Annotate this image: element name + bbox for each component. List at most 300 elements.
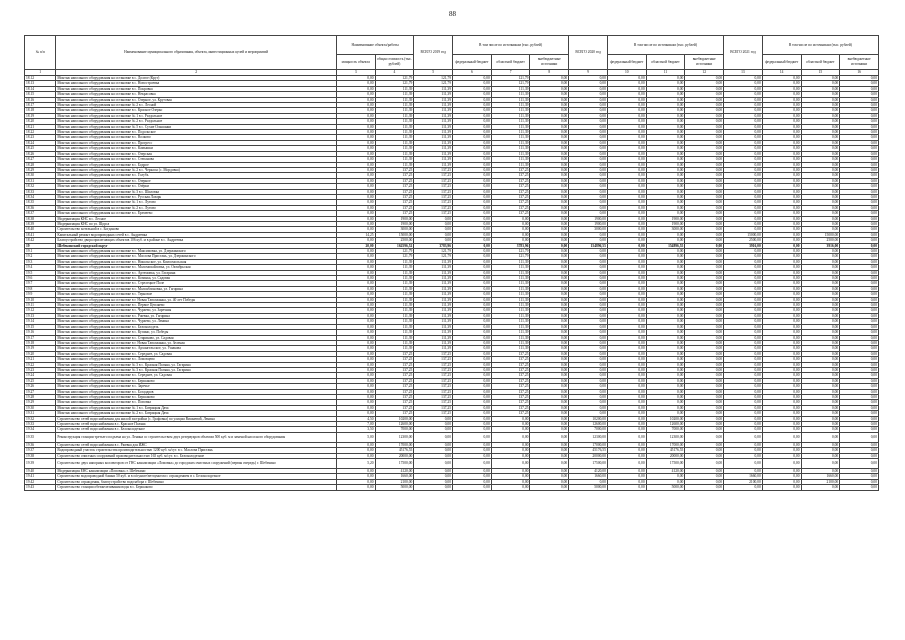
- row-number-cell: 18.13: [25, 81, 56, 86]
- value-cell: 0,00: [530, 227, 569, 232]
- value-cell: 137,25: [375, 367, 414, 372]
- value-cell: 0,00: [762, 303, 801, 308]
- value-cell: 0,00: [685, 479, 724, 484]
- value-cell: 0,00: [762, 238, 801, 243]
- row-name-cell: Монтаж напольного оборудования на остановке в с. Покровка: [56, 86, 336, 91]
- value-cell: 111,39: [491, 92, 530, 97]
- value-cell: 0,00: [762, 270, 801, 275]
- value-cell: 0,00: [453, 389, 492, 394]
- value-cell: 111,39: [491, 346, 530, 351]
- value-cell: 0,00: [762, 140, 801, 145]
- value-cell: 111,39: [375, 346, 414, 351]
- value-cell: 0,00: [569, 151, 608, 156]
- value-cell: 0,00: [453, 335, 492, 340]
- value-cell: 0,00: [453, 313, 492, 318]
- value-cell: 0,00: [491, 474, 530, 479]
- value-cell: 121,79: [375, 81, 414, 86]
- value-cell: 0,00: [530, 485, 569, 490]
- value-cell: 0,00: [336, 319, 375, 324]
- value-cell: 111,39: [414, 97, 453, 102]
- value-cell: 111,39: [414, 140, 453, 145]
- value-cell: 0,00: [685, 453, 724, 458]
- value-cell: 0,00: [607, 162, 646, 167]
- row-name-cell: Монтаж напольного оборудования на остановке в с. Максимовка, ул. Дзержинского: [56, 249, 336, 254]
- value-cell: 0,00: [607, 422, 646, 427]
- value-cell: 0,00: [801, 384, 840, 389]
- value-cell: 0,00: [840, 432, 879, 442]
- value-cell: 0,00: [453, 92, 492, 97]
- value-cell: 0,00: [453, 221, 492, 226]
- value-cell: 0,00: [840, 378, 879, 383]
- value-cell: 0,00: [685, 103, 724, 108]
- value-cell: 0,00: [685, 178, 724, 183]
- value-cell: 111,39: [375, 335, 414, 340]
- value-cell: 0,00: [336, 194, 375, 199]
- value-cell: 0,00: [801, 394, 840, 399]
- value-cell: 0,00: [491, 422, 530, 427]
- value-cell: 0,00: [453, 238, 492, 243]
- value-cell: 0,00: [724, 151, 763, 156]
- value-cell: 0,00: [840, 303, 879, 308]
- value-cell: 0,00: [569, 140, 608, 145]
- value-cell: 5000,00: [569, 485, 608, 490]
- value-cell: 0,00: [685, 367, 724, 372]
- value-cell: 0,00: [646, 119, 685, 124]
- value-cell: 0,00: [840, 286, 879, 291]
- header-offbudget: внебюджетные источники: [685, 55, 724, 70]
- value-cell: 0,00: [840, 313, 879, 318]
- row-number-cell: 19.13: [25, 313, 56, 318]
- value-cell: 0,00: [762, 173, 801, 178]
- value-cell: 111,39: [414, 335, 453, 340]
- value-cell: 0,00: [762, 286, 801, 291]
- value-cell: 0,00: [607, 319, 646, 324]
- value-cell: 0,00: [840, 157, 879, 162]
- value-cell: 0,00: [801, 459, 840, 469]
- value-cell: 0,00: [685, 184, 724, 189]
- value-cell: 0,00: [453, 254, 492, 259]
- row-name-cell: Строительство двух напорных коллекторов от ГНС канализации «Ломовка» до городских очистных сооружений (первая очередь) г. Шебекино: [56, 459, 336, 469]
- value-cell: 0,00: [840, 453, 879, 458]
- value-cell: 3000,00: [646, 227, 685, 232]
- value-cell: 1660,00: [801, 474, 840, 479]
- value-cell: 0,00: [530, 238, 569, 243]
- value-cell: 0,00: [840, 357, 879, 362]
- value-cell: 0,00: [840, 394, 879, 399]
- row-number-cell: 19.17: [25, 335, 56, 340]
- value-cell: 0,00: [530, 378, 569, 383]
- row-number-cell: 18.38: [25, 216, 56, 221]
- value-cell: 0,00: [336, 362, 375, 367]
- value-cell: 0,00: [840, 124, 879, 129]
- value-cell: 1660,00: [569, 474, 608, 479]
- value-cell: 15000,00: [724, 232, 763, 237]
- value-cell: 0,00: [724, 184, 763, 189]
- value-cell: 0,00: [801, 97, 840, 102]
- value-cell: 0,00: [724, 459, 763, 469]
- value-cell: 0,00: [840, 167, 879, 172]
- value-cell: 12300,00: [375, 432, 414, 442]
- value-cell: 0,00: [801, 286, 840, 291]
- header-total-2020: ВСЕГО 2020 год: [569, 36, 608, 70]
- value-cell: 0,00: [336, 330, 375, 335]
- value-cell: 0,00: [530, 411, 569, 416]
- header-regional: областной бюджет: [491, 55, 530, 70]
- value-cell: 0,00: [762, 243, 801, 248]
- value-cell: 0,00: [336, 76, 375, 81]
- value-cell: 0,00: [530, 103, 569, 108]
- value-cell: 0,00: [762, 76, 801, 81]
- value-cell: 0,00: [530, 459, 569, 469]
- value-cell: 0,00: [607, 76, 646, 81]
- value-cell: 0,00: [336, 119, 375, 124]
- column-number: 6: [453, 70, 492, 76]
- value-cell: 0,00: [530, 474, 569, 479]
- row-number-cell: 19.21: [25, 357, 56, 362]
- value-cell: 0,00: [530, 346, 569, 351]
- row-name-cell: Модернизация ЕНС канализации «Поповка» г. Шебекино: [56, 469, 336, 474]
- column-number: 10: [607, 70, 646, 76]
- value-cell: 0,00: [762, 194, 801, 199]
- value-cell: 0,00: [336, 162, 375, 167]
- value-cell: 0,00: [685, 427, 724, 432]
- value-cell: 7,00: [336, 422, 375, 427]
- value-cell: 0,00: [646, 205, 685, 210]
- value-cell: 111,39: [414, 319, 453, 324]
- value-cell: 111,39: [491, 124, 530, 129]
- value-cell: 0,00: [801, 308, 840, 313]
- value-cell: 0,00: [840, 411, 879, 416]
- row-name-cell: Модернизация КНС по ул. Щорса: [56, 221, 336, 226]
- value-cell: 0,00: [840, 351, 879, 356]
- value-cell: 111,39: [375, 286, 414, 291]
- value-cell: 0,00: [685, 474, 724, 479]
- value-cell: 0,00: [646, 265, 685, 270]
- value-cell: 0,00: [453, 249, 492, 254]
- column-number: 1: [25, 70, 56, 76]
- value-cell: 111,39: [375, 140, 414, 145]
- value-cell: 0,00: [840, 485, 879, 490]
- value-cell: 0,00: [336, 400, 375, 405]
- column-number: 11: [646, 70, 685, 76]
- value-cell: 137,25: [375, 211, 414, 216]
- value-cell: 0,00: [724, 405, 763, 410]
- value-cell: 0,00: [646, 249, 685, 254]
- value-cell: 0,00: [801, 485, 840, 490]
- value-cell: 0,00: [801, 211, 840, 216]
- row-number-cell: 18.41: [25, 232, 56, 237]
- value-cell: 17500,00: [646, 459, 685, 469]
- table-row: [25, 485, 879, 490]
- value-cell: 0,00: [336, 394, 375, 399]
- row-number-cell: 18.32: [25, 184, 56, 189]
- value-cell: 0,00: [685, 308, 724, 313]
- row-number-cell: 18.22: [25, 130, 56, 135]
- value-cell: 0,00: [762, 157, 801, 162]
- value-cell: 137,25: [491, 205, 530, 210]
- value-cell: 17000,00: [375, 442, 414, 447]
- value-cell: 111,39: [375, 119, 414, 124]
- value-cell: 0,00: [453, 135, 492, 140]
- value-cell: 111,39: [414, 157, 453, 162]
- value-cell: 0,00: [646, 405, 685, 410]
- value-cell: 0,00: [530, 281, 569, 286]
- value-cell: 0,00: [607, 330, 646, 335]
- value-cell: 0,00: [530, 249, 569, 254]
- value-cell: 111,39: [414, 130, 453, 135]
- row-number-cell: 18.29: [25, 167, 56, 172]
- row-name-cell: Строительство станции обезжелезивания воды в с. Бершаково: [56, 485, 336, 490]
- value-cell: 0,00: [801, 346, 840, 351]
- value-cell: 0,00: [453, 474, 492, 479]
- value-cell: 0,00: [685, 276, 724, 281]
- value-cell: 0,00: [685, 124, 724, 129]
- value-cell: 0,00: [607, 357, 646, 362]
- row-name-cell: Водопроводный участок строительства производительностью 1200 куб. м/сут. в с. Маслова Пристань: [56, 448, 336, 453]
- value-cell: 0,00: [491, 485, 530, 490]
- value-cell: 111,39: [491, 324, 530, 329]
- value-cell: 0,00: [569, 313, 608, 318]
- value-cell: 0,00: [336, 367, 375, 372]
- value-cell: 137,25: [414, 178, 453, 183]
- value-cell: 0,00: [569, 362, 608, 367]
- value-cell: 0,00: [607, 81, 646, 86]
- value-cell: 0,00: [724, 81, 763, 86]
- value-cell: 2500,00: [375, 238, 414, 243]
- value-cell: 111,39: [414, 330, 453, 335]
- value-cell: 111,39: [414, 259, 453, 264]
- value-cell: 0,00: [801, 367, 840, 372]
- value-cell: 137,25: [414, 394, 453, 399]
- value-cell: 0,00: [569, 113, 608, 118]
- value-cell: 0,00: [724, 108, 763, 113]
- row-name-cell: Монтаж напольного оборудования на остановке в с. Ржевка, ул. Гагарина: [56, 313, 336, 318]
- value-cell: 0,00: [607, 335, 646, 340]
- value-cell: 0,00: [530, 442, 569, 447]
- value-cell: 0,00: [414, 459, 453, 469]
- value-cell: 137,25: [414, 378, 453, 383]
- value-cell: 0,00: [453, 97, 492, 102]
- value-cell: 0,00: [762, 416, 801, 421]
- value-cell: 0,00: [801, 281, 840, 286]
- value-cell: 0,00: [336, 281, 375, 286]
- value-cell: 0,00: [762, 86, 801, 91]
- value-cell: 0,00: [336, 184, 375, 189]
- value-cell: 0,00: [762, 351, 801, 356]
- value-cell: 0,00: [607, 297, 646, 302]
- value-cell: 111,39: [375, 313, 414, 318]
- value-cell: 0,00: [801, 92, 840, 97]
- row-number-cell: 19.29: [25, 400, 56, 405]
- header-federal: федеральный бюджет: [607, 55, 646, 70]
- value-cell: 0,00: [801, 469, 840, 474]
- value-cell: 0,00: [840, 405, 879, 410]
- header-regional: областной бюджет: [801, 55, 840, 70]
- value-cell: 0,00: [336, 254, 375, 259]
- value-cell: 20,00: [336, 243, 375, 248]
- row-number-cell: 19.25: [25, 378, 56, 383]
- value-cell: 0,00: [569, 254, 608, 259]
- row-number-cell: 18.40: [25, 227, 56, 232]
- column-number: 16: [840, 70, 879, 76]
- value-cell: 0,00: [607, 238, 646, 243]
- value-cell: 111,39: [491, 297, 530, 302]
- value-cell: 0,00: [685, 485, 724, 490]
- value-cell: 0,00: [336, 313, 375, 318]
- value-cell: 0,00: [569, 178, 608, 183]
- value-cell: 0,00: [646, 108, 685, 113]
- value-cell: 0,00: [724, 389, 763, 394]
- value-cell: 0,00: [685, 319, 724, 324]
- value-cell: 111,39: [491, 281, 530, 286]
- value-cell: 0,00: [801, 448, 840, 453]
- value-cell: 7000,00: [646, 427, 685, 432]
- value-cell: 0,00: [453, 76, 492, 81]
- value-cell: 0,00: [453, 330, 492, 335]
- value-cell: 0,00: [646, 200, 685, 205]
- value-cell: 0,00: [685, 297, 724, 302]
- row-name-cell: Монтаж напольного оборудования на остановке в с. Степанова: [56, 157, 336, 162]
- value-cell: 111,39: [491, 313, 530, 318]
- value-cell: 0,00: [530, 373, 569, 378]
- value-cell: 0,00: [569, 308, 608, 313]
- value-cell: 0,00: [646, 259, 685, 264]
- row-name-cell: Монтаж напольного оборудования на остановке в с. Чураево, ул. Ленина: [56, 319, 336, 324]
- value-cell: 0,00: [762, 146, 801, 151]
- value-cell: 0,00: [646, 232, 685, 237]
- value-cell: 111,39: [491, 259, 530, 264]
- value-cell: 0,00: [724, 135, 763, 140]
- value-cell: 2500,00: [724, 238, 763, 243]
- value-cell: 0,00: [762, 330, 801, 335]
- value-cell: 0,00: [840, 216, 879, 221]
- value-cell: 0,00: [569, 346, 608, 351]
- value-cell: 0,00: [453, 319, 492, 324]
- value-cell: 0,00: [646, 135, 685, 140]
- value-cell: 137,25: [375, 200, 414, 205]
- row-number-cell: 18.17: [25, 103, 56, 108]
- value-cell: 111,39: [491, 330, 530, 335]
- value-cell: 111,39: [491, 103, 530, 108]
- value-cell: 0,00: [336, 81, 375, 86]
- value-cell: 0,00: [414, 442, 453, 447]
- row-name-cell: Монтаж напольного оборудования на остановке в с. Долгое (Круг): [56, 76, 336, 81]
- value-cell: 0,00: [569, 189, 608, 194]
- value-cell: 0,00: [453, 351, 492, 356]
- row-number-cell: 19.31: [25, 411, 56, 416]
- value-cell: 0,00: [569, 200, 608, 205]
- value-cell: 0,00: [530, 162, 569, 167]
- value-cell: 0,00: [569, 405, 608, 410]
- value-cell: 0,00: [801, 292, 840, 297]
- value-cell: 0,00: [685, 422, 724, 427]
- value-cell: 0,00: [336, 292, 375, 297]
- value-cell: 0,00: [685, 157, 724, 162]
- value-cell: 0,00: [685, 335, 724, 340]
- value-cell: 0,00: [724, 259, 763, 264]
- value-cell: 0,00: [491, 479, 530, 484]
- value-cell: 0,00: [801, 432, 840, 442]
- value-cell: 0,00: [607, 485, 646, 490]
- value-cell: 0,00: [840, 330, 879, 335]
- value-cell: 0,00: [840, 367, 879, 372]
- value-cell: 10200,00: [569, 416, 608, 421]
- value-cell: 0,00: [569, 108, 608, 113]
- value-cell: 0,00: [840, 151, 879, 156]
- value-cell: 0,00: [569, 167, 608, 172]
- value-cell: 0,00: [607, 416, 646, 421]
- value-cell: 0,00: [491, 216, 530, 221]
- value-cell: 111,39: [375, 324, 414, 329]
- value-cell: 12300,00: [646, 432, 685, 442]
- value-cell: 0,00: [724, 485, 763, 490]
- value-cell: 0,00: [762, 184, 801, 189]
- value-cell: 0,00: [569, 335, 608, 340]
- value-cell: 0,00: [453, 124, 492, 129]
- value-cell: 0,00: [801, 405, 840, 410]
- value-cell: 0,00: [685, 394, 724, 399]
- value-cell: 0,00: [801, 205, 840, 210]
- value-cell: 0,00: [569, 394, 608, 399]
- value-cell: 0,00: [724, 119, 763, 124]
- value-cell: 0,00: [530, 330, 569, 335]
- value-cell: 5,00: [336, 432, 375, 442]
- value-cell: 3783,96: [414, 243, 453, 248]
- value-cell: 2100,00: [375, 479, 414, 484]
- value-cell: 137,25: [414, 400, 453, 405]
- value-cell: 0,00: [569, 319, 608, 324]
- value-cell: 0,00: [762, 292, 801, 297]
- value-cell: 0,00: [453, 281, 492, 286]
- row-name-cell: Монтаж напольного оборудования на остановке в с. Русская Лазарь: [56, 194, 336, 199]
- value-cell: 0,00: [801, 400, 840, 405]
- value-cell: 111,39: [375, 92, 414, 97]
- value-cell: 0,00: [414, 485, 453, 490]
- value-cell: 0,00: [453, 227, 492, 232]
- value-cell: 0,00: [724, 303, 763, 308]
- value-cell: 0,00: [607, 340, 646, 345]
- value-cell: 0,00: [840, 448, 879, 453]
- row-name-cell: Монтаж напольного оборудования на остановке в с. Купино, ул. Победы: [56, 330, 336, 335]
- value-cell: 0,00: [840, 346, 879, 351]
- value-cell: 0,00: [453, 442, 492, 447]
- value-cell: 0,00: [762, 389, 801, 394]
- value-cell: 0,00: [685, 76, 724, 81]
- value-cell: 111,39: [491, 303, 530, 308]
- value-cell: 137,25: [375, 373, 414, 378]
- value-cell: 0,00: [685, 113, 724, 118]
- column-number: 2: [56, 70, 336, 76]
- value-cell: 0,00: [801, 422, 840, 427]
- value-cell: 0,00: [530, 178, 569, 183]
- value-cell: 0,00: [336, 249, 375, 254]
- value-cell: 0,00: [336, 103, 375, 108]
- value-cell: 0,00: [530, 432, 569, 442]
- value-cell: 0,00: [762, 346, 801, 351]
- value-cell: 0,00: [530, 367, 569, 372]
- value-cell: 0,00: [724, 157, 763, 162]
- value-cell: 7000,00: [375, 427, 414, 432]
- value-cell: 0,00: [453, 453, 492, 458]
- value-cell: 0,00: [762, 357, 801, 362]
- value-cell: 45176,55: [375, 448, 414, 453]
- value-cell: 0,00: [569, 119, 608, 124]
- value-cell: 0,00: [762, 340, 801, 345]
- value-cell: 0,00: [724, 400, 763, 405]
- value-cell: 0,00: [607, 367, 646, 372]
- value-cell: 111,39: [491, 292, 530, 297]
- value-cell: 0,00: [840, 92, 879, 97]
